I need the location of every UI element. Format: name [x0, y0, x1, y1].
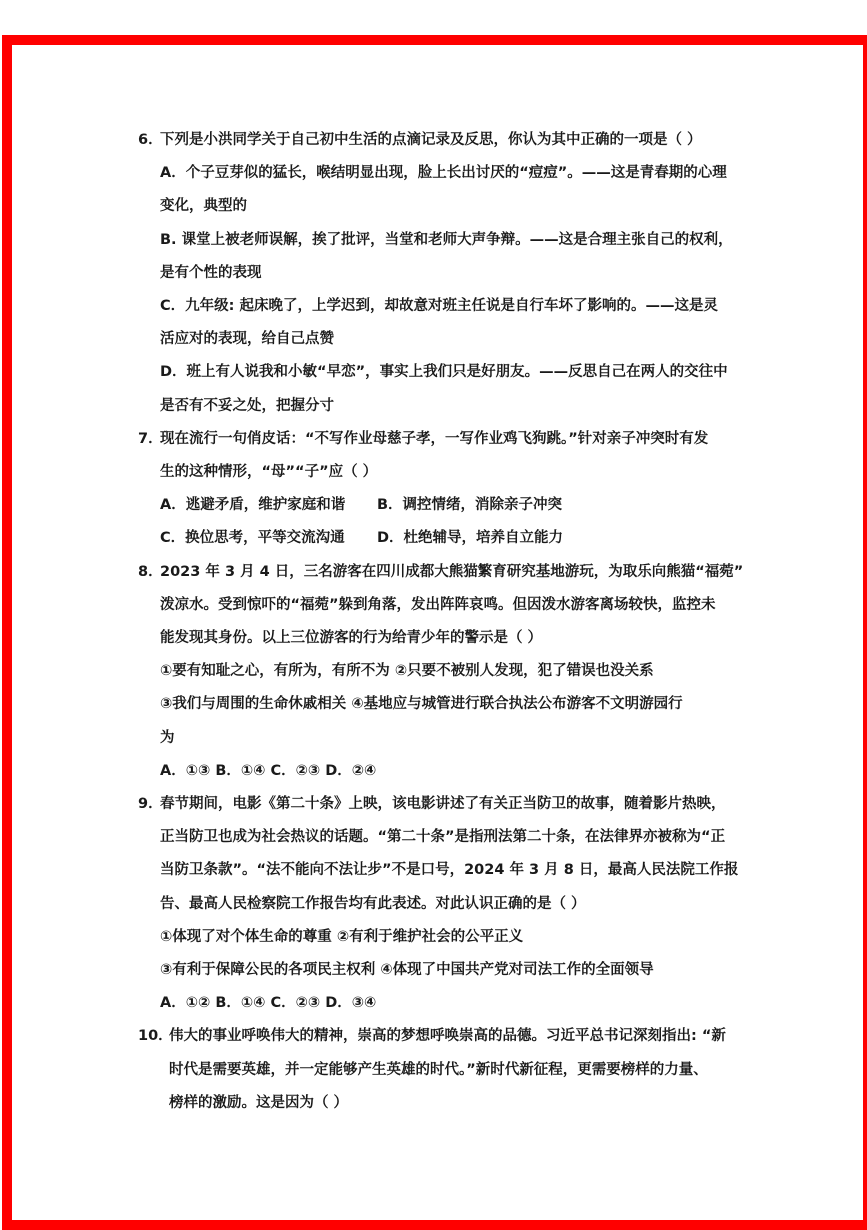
options-row-ab [160, 489, 738, 522]
statements-line2: ③我们与周围的生命休戚相关 ④基地应与城管进行联合执法公布游客不文明游园行 [160, 696, 683, 713]
option-a-line1: A．个子豆芽似的猛长，喉结明显出现，脸上长出讨厌的“痘痘”。——这是青春期的心理 [160, 165, 727, 182]
question-number: 8． [138, 563, 163, 580]
option-d-line1: D．班上有人说我和小敏“早恋”，事实上我们只是好朋友。——反思自己在两人的交往中 [160, 364, 728, 381]
option-c-line1: C．九年级: 起床晚了，上学迟到，却故意对班主任说是自行车坏了影响的。——这是灵 [160, 298, 718, 315]
exam-content [138, 124, 744, 1120]
question-number: 9． [138, 796, 163, 813]
option-b: B．调控情绪，消除亲子冲突 [377, 497, 563, 514]
question-number: 10． [138, 1028, 173, 1045]
option-a-line2: 变化，典型的 [160, 198, 247, 215]
option-d-line2: 是否有不妥之处，把握分寸 [160, 397, 334, 414]
statements-line1: ①体现了对个体生命的尊重 ②有利于维护社会的公平正义 [160, 928, 524, 945]
question-stem-line1: 2023 年 3 月 4 日，三名游客在四川成都大熊猫繁育研究基地游玩，为取乐向熊猫“福菀” [160, 563, 744, 580]
question-stem-line1: 伟大的事业呼唤伟大的精神，崇高的梦想呼唤崇高的品德。习近平总书记深刻指出: “新 [169, 1028, 726, 1045]
question-stem: 下列是小洪同学关于自己初中生活的点滴记录及反思，你认为其中正确的一项是（ ） [160, 132, 702, 148]
statements-line3: 为 [160, 729, 175, 746]
question-7 [138, 423, 738, 556]
options-row-cd [160, 522, 738, 555]
answer-choices: A．①② B．①④ C．②③ D．③④ [160, 995, 377, 1012]
question-stem-line4: 告、最高人民检察院工作报告均有此表述。对此认识正确的是（ ） [160, 895, 586, 912]
question-stem-line3: 能发现其身份。以上三位游客的行为给青少年的警示是（ ） [160, 630, 543, 647]
question-stem-line3: 榜样的激励。这是因为（ ） [169, 1094, 349, 1111]
question-stem-line2: 正当防卫也成为社会热议的话题。“第二十条”是指刑法第二十条，在法律界亦被称为“正 [160, 829, 726, 846]
question-stem-line2: 时代是需要英雄，并一定能够产生英雄的时代。”新时代新征程，更需要榜样的力量、 [169, 1061, 708, 1078]
statements-line1: ①要有知耻之心，有所为，有所不为 ②只要不被别人发现，犯了错误也没关系 [160, 663, 654, 680]
option-b-line2: 是有个性的表现 [160, 264, 262, 281]
question-6 [138, 124, 738, 423]
question-number: 6． [138, 132, 163, 148]
option-c-line2: 活应对的表现，给自己点赞 [160, 331, 334, 348]
question-number: 7． [138, 430, 163, 447]
question-stem-line2: 泼凉水。受到惊吓的“福菀”躲到角落，发出阵阵哀鸣。但因泼水游客离场较快，监控未 [160, 596, 716, 613]
question-stem-line1: 现在流行一句俏皮话：“不写作业母慈子孝，一写作业鸡飞狗跳。”针对亲子冲突时有发 [160, 430, 709, 447]
question-stem-line2: 生的这种情形，“母”“子”应（ ） [160, 464, 378, 481]
statements-line2: ③有利于保障公民的各项民主权利 ④体现了中国共产党对司法工作的全面领导 [160, 962, 654, 979]
question-stem-line1: 春节期间，电影《第二十条》上映，该电影讲述了有关正当防卫的故事，随着影片热映， [160, 796, 726, 813]
answer-choices: A．①③ B．①④ C．②③ D．②④ [160, 762, 377, 779]
question-9 [138, 788, 738, 1020]
option-d: D．杜绝辅导，培养自立能力 [377, 530, 564, 547]
question-8 [138, 556, 744, 788]
question-10 [138, 1020, 738, 1120]
option-a: A．逃避矛盾，维护家庭和谐 [160, 497, 346, 514]
question-stem-line3: 当防卫条款”。“法不能向不法让步”不是口号，2024 年 3 月 8 日，最高人民法院工作报 [160, 862, 739, 879]
option-b-line1: B. 课堂上被老师误解，挨了批评，当堂和老师大声争辩。——这是合理主张自己的权利， [160, 231, 733, 248]
option-c: C．换位思考，平等交流沟通 [160, 530, 345, 547]
